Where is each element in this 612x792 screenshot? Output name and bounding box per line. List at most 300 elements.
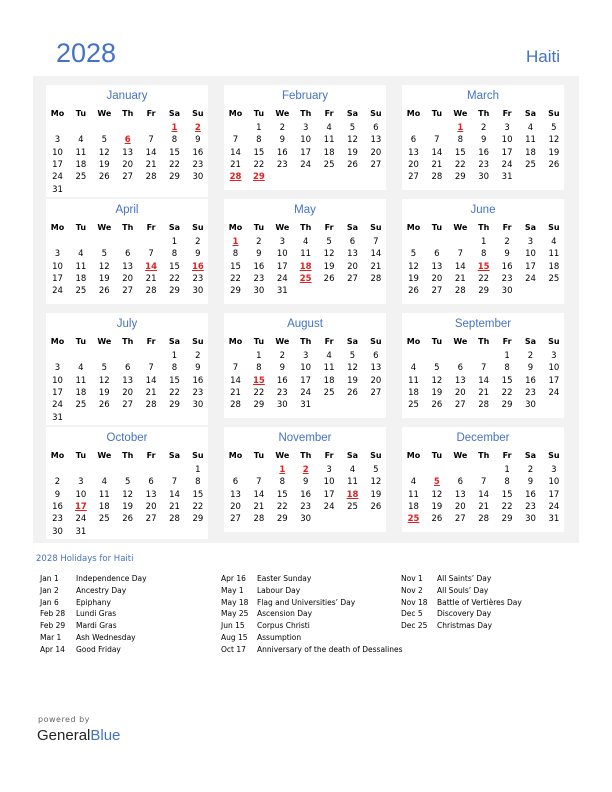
day-cell: 3 [551, 465, 557, 475]
day-cell: 18 [323, 147, 335, 158]
day-cell: 1 [195, 465, 201, 475]
day-cell: 6 [410, 135, 417, 146]
day-cell: 9 [302, 477, 309, 488]
weekday-header: Tu [253, 337, 265, 346]
day-cell: 19 [98, 159, 110, 170]
weekday-header: Sa [524, 337, 537, 346]
day-cell: 4 [349, 465, 356, 475]
day-cell: 27 [122, 400, 134, 411]
day-cell: 9 [279, 135, 285, 146]
day-cell: 31 [52, 184, 63, 195]
holiday-date: May 25 [221, 609, 249, 619]
day-cell: 28 [169, 514, 180, 525]
day-cell: 26 [98, 286, 110, 297]
month-december [402, 427, 564, 532]
day-cell: 25 [525, 159, 536, 170]
weekday-header: Th [300, 109, 312, 118]
day-cell: 8 [195, 477, 201, 488]
day-cell: 24 [75, 514, 87, 525]
day-cell: 13 [370, 363, 382, 374]
day-cell: 22 [501, 387, 513, 398]
weekday-header: Sa [346, 109, 359, 118]
holiday-date: May 18 [221, 597, 249, 607]
day-cell: 5 [101, 135, 107, 146]
day-cell: 23 [192, 273, 204, 284]
month-name: February [281, 90, 329, 102]
day-cell: 14 [145, 375, 157, 386]
month-name: July [116, 318, 138, 330]
day-cell: 8 [256, 363, 262, 374]
weekday-header: We [275, 451, 290, 460]
day-cell: 27 [370, 159, 382, 170]
weekday-header: Tu [431, 223, 443, 232]
day-cell: 19 [370, 489, 382, 500]
day-cell: 4 [78, 135, 84, 146]
month-name: December [456, 432, 510, 444]
weekday-header: Sa [346, 451, 359, 460]
day-cell: 19 [548, 147, 560, 158]
day-cell: 28 [145, 286, 157, 297]
day-cell: 28 [478, 514, 490, 525]
day-cell: 21 [169, 501, 180, 512]
day-cell: 29 [501, 400, 513, 411]
day-cell: 15 [192, 489, 204, 500]
holiday-day: 29 [252, 172, 265, 183]
weekday-header: Tu [431, 109, 443, 118]
month-name: March [467, 90, 499, 102]
day-cell: 23 [276, 387, 288, 398]
weekday-header: Th [478, 223, 490, 232]
day-cell: 5 [410, 249, 417, 260]
day-cell: 26 [347, 159, 358, 170]
day-cell: 16 [253, 261, 265, 272]
weekday-header: Tu [253, 109, 265, 118]
day-cell: 5 [326, 237, 332, 247]
day-cell: 31 [501, 172, 513, 183]
day-cell: 3 [302, 351, 309, 361]
weekday-header: Sa [524, 223, 537, 232]
day-cell: 22 [276, 501, 288, 512]
weekday-header: Tu [253, 223, 265, 232]
powered-by-label: powered by [38, 715, 90, 724]
day-cell: 16 [478, 147, 490, 158]
holiday-date: Nov 2 [401, 585, 423, 595]
day-cell: 14 [230, 375, 241, 386]
weekday-header: Su [370, 223, 382, 232]
day-cell: 20 [431, 273, 443, 284]
weekday-header: We [275, 109, 290, 118]
weekday-header: Mo [406, 223, 421, 232]
day-cell: 1 [171, 237, 178, 247]
weekday-header: Fr [324, 451, 334, 460]
day-cell: 9 [195, 135, 201, 146]
day-cell: 11 [347, 477, 358, 488]
day-cell: 6 [457, 477, 463, 488]
holiday-date: Apr 14 [40, 644, 65, 654]
day-cell: 17 [501, 147, 513, 158]
holiday-day: 1 [171, 123, 178, 133]
day-cell: 22 [454, 159, 466, 170]
weekday-header: Sa [168, 337, 181, 346]
day-cell: 12 [347, 135, 358, 146]
day-cell: 12 [408, 261, 419, 272]
day-cell: 20 [454, 387, 466, 398]
day-cell: 13 [230, 489, 241, 500]
day-cell: 29 [253, 400, 265, 411]
day-cell: 9 [279, 363, 285, 374]
day-cell: 12 [323, 249, 335, 260]
day-cell: 7 [480, 477, 487, 488]
day-cell: 20 [145, 501, 157, 512]
holiday-day: 1 [457, 123, 464, 133]
day-cell: 9 [54, 489, 61, 500]
day-cell: 26 [408, 286, 419, 297]
day-cell: 21 [145, 273, 157, 284]
day-cell: 13 [122, 375, 134, 386]
day-cell: 5 [101, 249, 107, 260]
day-cell: 13 [431, 261, 443, 272]
day-cell: 27 [347, 273, 358, 284]
day-cell: 15 [454, 147, 466, 158]
day-cell: 22 [192, 501, 204, 512]
day-cell: 23 [478, 159, 490, 170]
weekday-header: Fr [146, 451, 156, 460]
holiday-name: Lundi Gras [76, 609, 117, 619]
day-cell: 21 [230, 159, 241, 170]
day-cell: 31 [548, 514, 560, 525]
day-cell: 15 [253, 147, 265, 158]
month-august [224, 313, 386, 418]
day-cell: 16 [52, 501, 63, 512]
weekday-header: Tu [431, 451, 443, 460]
day-cell: 25 [347, 501, 358, 512]
day-cell: 19 [323, 261, 335, 272]
day-cell: 6 [373, 123, 379, 133]
day-cell: 6 [124, 249, 131, 260]
day-cell: 24 [300, 387, 312, 398]
month-february [224, 85, 386, 190]
day-cell: 14 [478, 375, 490, 386]
day-cell: 2 [195, 351, 201, 361]
day-cell: 30 [52, 526, 63, 537]
day-cell: 11 [323, 135, 335, 146]
day-cell: 8 [171, 363, 178, 374]
day-cell: 8 [504, 477, 510, 488]
day-cell: 20 [122, 273, 134, 284]
day-cell: 11 [408, 489, 419, 500]
day-cell: 10 [75, 489, 87, 500]
month-name: May [294, 204, 316, 216]
month-name: April [115, 204, 139, 216]
day-cell: 23 [501, 273, 513, 284]
weekday-header: Fr [502, 451, 512, 460]
holiday-date: Jan 1 [40, 574, 59, 583]
day-cell: 10 [276, 249, 288, 260]
day-cell: 28 [253, 514, 265, 525]
day-cell: 30 [253, 286, 265, 297]
day-cell: 2 [54, 477, 61, 488]
day-cell: 13 [347, 249, 358, 260]
day-cell: 24 [548, 501, 560, 512]
day-cell: 10 [52, 147, 63, 158]
day-cell: 30 [501, 286, 513, 297]
day-cell: 25 [75, 286, 87, 297]
day-cell: 16 [300, 489, 312, 500]
day-cell: 20 [122, 387, 134, 398]
holiday-day: 15 [252, 375, 265, 386]
weekday-header: Su [192, 223, 204, 232]
day-cell: 27 [230, 514, 241, 525]
day-cell: 31 [52, 412, 63, 423]
day-cell: 22 [478, 273, 490, 284]
weekday-header: We [453, 451, 468, 460]
day-cell: 10 [548, 363, 560, 374]
day-cell: 30 [192, 286, 204, 297]
holiday-name: Flag and Universities’ Day [257, 597, 356, 607]
day-cell: 25 [548, 273, 560, 284]
day-cell: 10 [300, 135, 312, 146]
brand-general: General [37, 727, 91, 744]
day-cell: 28 [454, 286, 466, 297]
month-name: November [278, 432, 332, 444]
day-cell: 3 [302, 123, 309, 133]
holiday-date: Jan 2 [40, 585, 59, 595]
day-cell: 7 [232, 135, 239, 146]
holiday-day: 2 [194, 123, 201, 133]
day-cell: 13 [454, 375, 466, 386]
day-cell: 19 [347, 147, 358, 158]
day-cell: 18 [408, 387, 419, 398]
day-cell: 15 [169, 147, 180, 158]
day-cell: 3 [551, 351, 557, 361]
month-name: June [470, 204, 496, 216]
month-name: August [287, 318, 323, 330]
day-cell: 21 [230, 387, 241, 398]
weekday-header: We [275, 337, 290, 346]
holiday-name: Assumption [257, 632, 302, 642]
day-cell: 3 [504, 123, 510, 133]
day-cell: 22 [169, 159, 180, 170]
day-cell: 16 [276, 147, 288, 158]
weekday-header: Tu [431, 337, 443, 346]
day-cell: 14 [253, 489, 265, 500]
day-cell: 31 [75, 526, 87, 537]
day-cell: 16 [276, 375, 288, 386]
day-cell: 9 [527, 363, 534, 374]
weekday-header: Tu [75, 337, 87, 346]
day-cell: 1 [504, 465, 510, 475]
day-cell: 26 [347, 387, 358, 398]
holiday-day: 5 [433, 477, 440, 488]
weekday-header: Su [548, 223, 560, 232]
holiday-day: 28 [229, 172, 242, 183]
day-cell: 16 [525, 375, 536, 386]
day-cell: 30 [192, 172, 204, 183]
day-cell: 25 [98, 514, 110, 525]
day-cell: 6 [434, 249, 440, 260]
day-cell: 18 [408, 501, 419, 512]
day-cell: 21 [253, 501, 265, 512]
day-cell: 13 [408, 147, 419, 158]
day-cell: 31 [276, 286, 288, 297]
holiday-day: 25 [299, 273, 312, 284]
day-cell: 7 [232, 363, 239, 374]
day-cell: 18 [548, 261, 560, 272]
day-cell: 22 [501, 501, 513, 512]
month-name: September [454, 318, 512, 330]
day-cell: 21 [478, 501, 490, 512]
day-cell: 8 [279, 477, 285, 488]
day-cell: 17 [300, 375, 312, 386]
day-cell: 4 [551, 237, 557, 247]
weekday-header: Su [192, 337, 204, 346]
day-cell: 12 [98, 261, 110, 272]
day-cell: 25 [408, 400, 419, 411]
day-cell: 2 [256, 237, 262, 247]
day-cell: 2 [527, 465, 534, 475]
holiday-name: Ascension Day [257, 609, 313, 619]
day-cell: 25 [323, 159, 335, 170]
day-cell: 19 [408, 273, 419, 284]
weekday-header: Fr [146, 109, 156, 118]
day-cell: 24 [276, 273, 288, 284]
day-cell: 10 [525, 249, 536, 260]
month-october [46, 427, 208, 539]
weekday-header: Sa [346, 337, 359, 346]
day-cell: 6 [232, 477, 239, 488]
weekday-header: We [97, 451, 112, 460]
day-cell: 17 [548, 489, 560, 500]
weekday-header: Sa [346, 223, 359, 232]
day-cell: 6 [124, 363, 131, 374]
day-cell: 7 [171, 477, 178, 488]
weekday-header: Fr [324, 109, 334, 118]
day-cell: 3 [326, 465, 332, 475]
weekday-header: Su [370, 109, 382, 118]
weekday-header: Tu [75, 223, 87, 232]
day-cell: 7 [148, 363, 154, 374]
day-cell: 14 [169, 489, 180, 500]
day-cell: 30 [300, 514, 312, 525]
day-cell: 12 [122, 489, 134, 500]
day-cell: 20 [122, 159, 134, 170]
day-cell: 29 [192, 514, 204, 525]
day-cell: 29 [276, 514, 288, 525]
day-cell: 4 [326, 123, 332, 133]
day-cell: 8 [256, 135, 262, 146]
weekday-header: Mo [406, 109, 421, 118]
weekday-header: Mo [228, 451, 243, 460]
holiday-name: All Souls’ Day [437, 585, 489, 595]
day-cell: 24 [501, 159, 513, 170]
day-cell: 3 [78, 477, 84, 488]
holiday-date: Jan 6 [40, 597, 59, 607]
day-cell: 30 [478, 172, 490, 183]
weekday-header: Th [122, 337, 134, 346]
day-cell: 30 [192, 400, 204, 411]
day-cell: 30 [525, 514, 536, 525]
day-cell: 6 [349, 237, 356, 247]
holiday-day: 14 [145, 261, 158, 272]
day-cell: 22 [169, 273, 180, 284]
brand-logo[interactable] [37, 727, 120, 744]
day-cell: 14 [370, 249, 382, 260]
holiday-date: Jun 15 [221, 621, 245, 631]
year-title: 2028 [56, 38, 117, 68]
day-cell: 9 [195, 363, 201, 374]
day-cell: 1 [256, 123, 262, 133]
day-cell: 7 [457, 249, 463, 260]
holiday-date: Feb 29 [40, 621, 66, 631]
weekday-header: Mo [406, 451, 421, 460]
day-cell: 16 [501, 261, 513, 272]
day-cell: 30 [276, 400, 288, 411]
day-cell: 20 [408, 159, 419, 170]
holiday-day: 16 [191, 261, 204, 272]
day-cell: 29 [169, 400, 180, 411]
day-cell: 5 [101, 363, 107, 374]
day-cell: 16 [192, 147, 204, 158]
weekday-header: Su [548, 109, 560, 118]
holiday-name: Independence Day [76, 574, 147, 583]
day-cell: 9 [256, 249, 262, 260]
weekday-header: Tu [75, 109, 87, 118]
day-cell: 11 [408, 375, 419, 386]
holiday-date: Feb 28 [40, 609, 66, 619]
day-cell: 27 [408, 172, 419, 183]
day-cell: 2 [279, 123, 285, 133]
day-cell: 8 [232, 249, 239, 260]
day-cell: 16 [192, 375, 204, 386]
day-cell: 18 [75, 273, 87, 284]
weekday-header: Th [300, 451, 312, 460]
day-cell: 12 [548, 135, 560, 146]
month-march [402, 85, 564, 190]
weekday-header: Su [370, 337, 382, 346]
holiday-name: Easter Sunday [257, 574, 312, 583]
day-cell: 15 [169, 261, 180, 272]
weekday-header: Tu [75, 451, 87, 460]
day-cell: 13 [145, 489, 157, 500]
day-cell: 4 [326, 351, 332, 361]
day-cell: 11 [300, 249, 312, 260]
month-april [46, 199, 208, 304]
day-cell: 28 [145, 172, 157, 183]
day-cell: 23 [253, 273, 265, 284]
month-september [402, 313, 564, 418]
day-cell: 3 [54, 135, 61, 146]
day-cell: 15 [230, 261, 241, 272]
weekday-header: Fr [324, 223, 334, 232]
day-cell: 11 [525, 135, 536, 146]
month-name: October [106, 432, 148, 444]
weekday-header: Su [548, 451, 560, 460]
day-cell: 10 [548, 477, 560, 488]
weekday-header: We [453, 223, 468, 232]
day-cell: 28 [145, 400, 157, 411]
weekday-header: We [453, 109, 468, 118]
day-cell: 12 [370, 477, 382, 488]
day-cell: 1 [504, 351, 510, 361]
day-cell: 22 [230, 273, 241, 284]
day-cell: 14 [145, 147, 157, 158]
day-cell: 4 [410, 477, 417, 488]
holiday-name: Epiphany [76, 597, 111, 607]
day-cell: 29 [454, 172, 466, 183]
holiday-date: Dec 25 [401, 621, 428, 631]
day-cell: 29 [478, 286, 490, 297]
weekday-header: Th [122, 109, 134, 118]
